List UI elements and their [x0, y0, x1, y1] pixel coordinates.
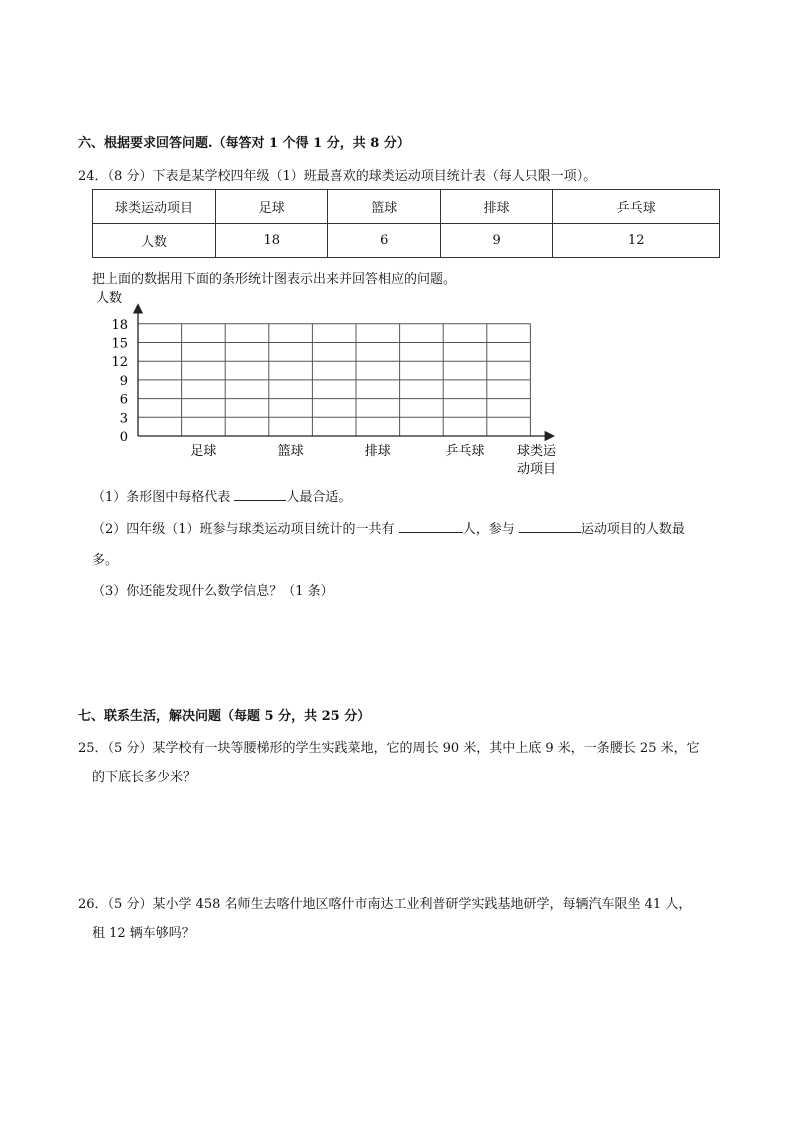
table-cell: 9: [440, 224, 552, 258]
y-tick-label: 9: [119, 373, 128, 389]
x-category-label: 足球: [190, 444, 217, 459]
table-cell: 篮球: [328, 190, 440, 224]
y-tick-label: 6: [119, 392, 128, 408]
y-tick-label: 12: [111, 355, 128, 371]
table-cell: 12: [553, 224, 720, 258]
question-26-continued: 租 12 辆车够吗？: [92, 926, 195, 941]
bar-chart-grid: [0, 285, 794, 485]
question-25: 25．（5 分）某学校有一块等腰梯形的学生实践菜地，它的周长 90 米，其中上底 9 米，一条腰长 25 米，它: [78, 741, 700, 756]
section7-heading: 七、联系生活，解决问题（每题 5 分，共 25 分）: [78, 709, 371, 724]
y-tick-label: 0: [119, 430, 128, 445]
table-cell: 球类运动项目: [93, 190, 216, 224]
answer-blank-2[interactable]: [399, 520, 463, 533]
sub-question-2-text: （2）四年级（1）班参与球类运动项目统计的一共有: [92, 522, 399, 537]
sub-question-1-text: （1）条形图中每格代表: [92, 490, 235, 505]
y-tick-labels: [111, 318, 128, 445]
sub-question-2-text-end: 运动项目的人数最: [580, 522, 685, 537]
x-category-label: 乒乓球: [445, 444, 485, 459]
sub-question-2-continued: 多。: [92, 553, 119, 568]
sub-question-1-text-end: 人最合适。: [286, 490, 352, 505]
question-24-intro: [78, 165, 596, 184]
y-tick-label: 15: [111, 336, 128, 352]
question-text: 下表是某学校四年级（1）班最喜欢的球类运动项目统计表（每人只限一项）。: [152, 169, 597, 184]
table-cell: 乒乓球: [553, 190, 720, 224]
y-axis-label: 人数: [96, 291, 123, 306]
x-axis-label-line2: 动项目: [517, 462, 557, 477]
answer-blank-3[interactable]: [519, 520, 581, 533]
table-cell: 18: [216, 224, 328, 258]
table-cell: 足球: [216, 190, 328, 224]
table-cell: 排球: [440, 190, 552, 224]
sub-question-3: （3）你还能发现什么数学信息？（1 条）: [92, 584, 334, 599]
table-cell: 人数: [93, 224, 216, 258]
sub-question-1: [92, 486, 351, 505]
grid-lines: [138, 324, 530, 436]
y-tick-label: 18: [111, 317, 128, 333]
sub-question-2: [92, 518, 685, 537]
question-points: （8 分）: [107, 169, 153, 184]
sub-question-2-text-mid: 人，参与: [462, 522, 519, 537]
chart-instruction: 把上面的数据用下面的条形统计图表示出来并回答相应的问题。: [92, 272, 457, 287]
x-category-label: 篮球: [277, 444, 304, 459]
x-axis-label: 球类运: [517, 444, 557, 459]
x-category-label: 排球: [364, 444, 391, 459]
x-category-labels: [190, 443, 484, 459]
question-25-continued: 的下底长多少米？: [92, 770, 197, 785]
section6-heading: 六、根据要求回答问题.（每答对 1 个得 1 分，共 8 分）: [78, 136, 410, 151]
y-tick-label: 3: [119, 411, 128, 427]
question-number: 24．: [78, 169, 108, 184]
table-header-row: [93, 190, 720, 224]
question-26: 26．（5 分）某小学 458 名师生去喀什地区喀什市南达工业利普研学实践基地研学，每辆汽车限坐 41 人，: [78, 897, 692, 912]
answer-blank-1[interactable]: [234, 488, 286, 501]
stats-table: [92, 189, 720, 258]
chart-axes: [138, 306, 552, 436]
table-cell: 6: [328, 224, 440, 258]
table-row: [93, 224, 720, 258]
